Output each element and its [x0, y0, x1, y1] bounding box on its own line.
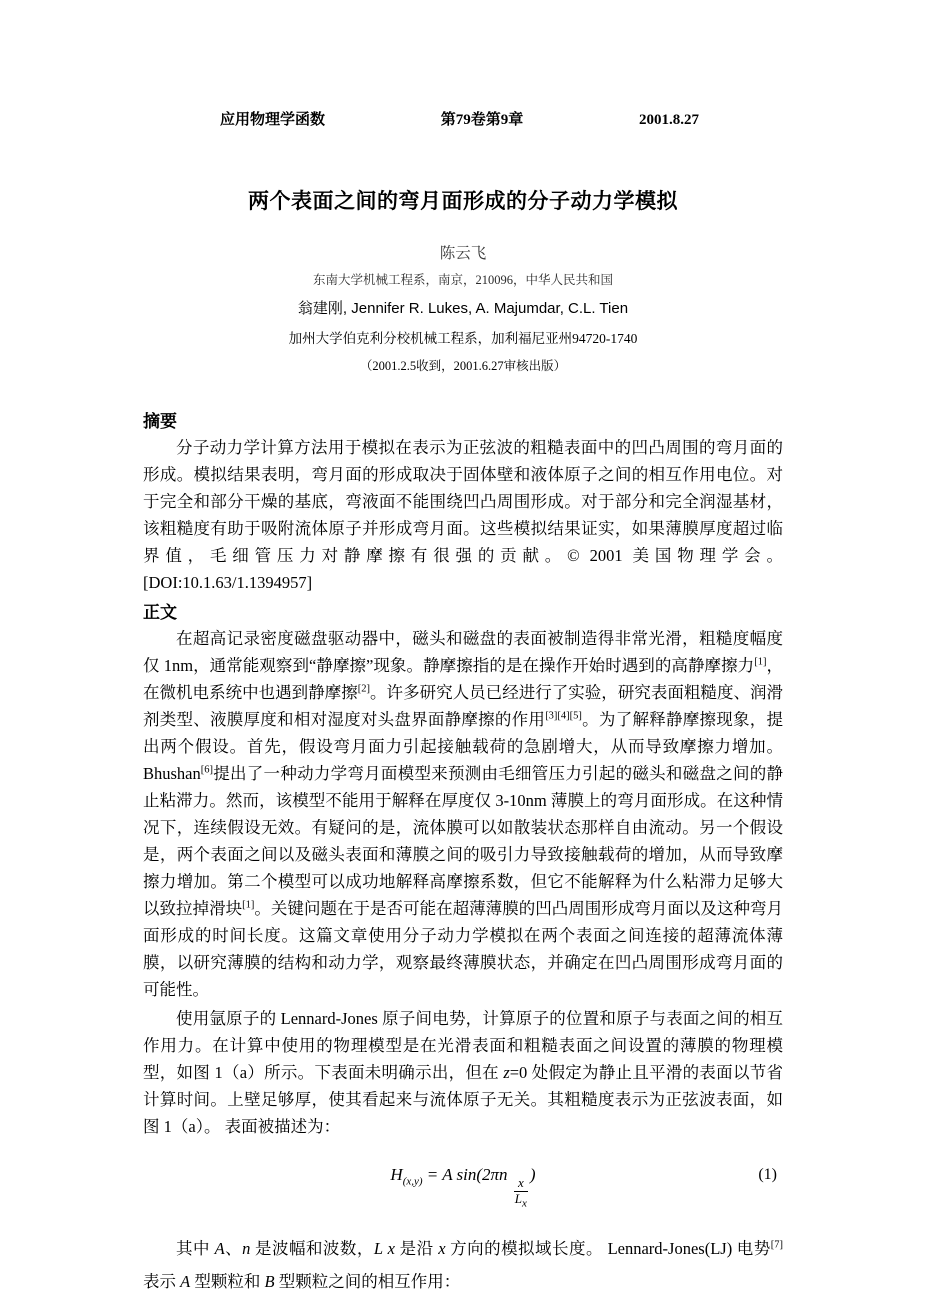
received-note: （2001.2.5收到，2001.6.27审核出版）: [359, 359, 567, 373]
equation-rhs-pre: A sin(2πn: [442, 1165, 512, 1184]
equation-1: [143, 1158, 783, 1210]
equation-math: [390, 1165, 536, 1210]
body-paragraph-2: 使用氩原子的 Lennard-Jones 原子间电势，计算原子的位置和原子与表面之间的相互作用力。在计算中使用的物理模型是在光滑表面和粗糙表面之间设置的薄膜的物理模型，如图 1（a）所示。下表面未明确示出，但在 z=0 处假定为静止且平滑的表面以节省计算时间。上壁足够厚，使其看起来与流体原子无关。其粗糙度表示为正弦波表面，如图 1（a）。 表面被描述为：: [143, 1009, 783, 1136]
equation-number: (1): [758, 1166, 777, 1183]
author-primary: 陈云飞: [439, 245, 487, 262]
header-journal: 应用物理学函数: [220, 112, 326, 128]
page-header: [143, 108, 783, 129]
equation-fraction-numerator: x: [514, 1176, 528, 1192]
paper-title: 两个表面之间的弯月面形成的分子动力学模拟: [248, 189, 678, 213]
abstract-text: 分子动力学计算方法用于模拟在表示为正弦波的粗糙表面中的凹凸周围的弯月面的形成。模拟结果表明，弯月面的形成取决于固体壁和液体原子之间的相互作用电位。对于完全和部分干燥的基底，弯液面不能围绕凹凸周围形成。对于部分和完全润湿基材，该粗糙度有助于吸附流体原子并形成弯月面。这些模拟结果证实，如果薄膜厚度超过临界值，毛细管压力对静摩擦有很强的贡献。© 2001 美国物理学会。[DOI:10.1.63/1.1394957]: [143, 438, 783, 592]
equation-relation: =: [422, 1165, 443, 1184]
equation-lhs-subscript: (x,y): [402, 1175, 423, 1188]
authors-secondary: 翁建刚, Jennifer R. Lukes, A. Majumdar, C.L. Tien: [297, 300, 629, 317]
equation-fraction: [513, 1176, 529, 1210]
equation-lhs-base: H: [390, 1165, 403, 1184]
affiliation-secondary: 加州大学伯克利分校机械工程系，加利福尼亚州94720-1740: [288, 331, 638, 346]
body-paragraph-3: 其中 A、n 是波幅和波数，L x 是沿 x 方向的模拟域长度。 Lennard-Jones(LJ) 电势[7]表示 A 型颗粒和 B 型颗粒之间的相互作用：: [143, 1239, 784, 1292]
header-date: 2001.8.27: [639, 112, 699, 128]
body-heading: 正文: [143, 603, 177, 622]
header-volume: 第79卷第9章: [440, 112, 524, 128]
body-paragraph-1: 在超高记录密度磁盘驱动器中，磁头和磁盘的表面被制造得非常光滑，粗糙度幅度仅 1nm，通常能观察到“静摩擦”现象。静摩擦指的是在操作开始时遇到的高静摩擦力[1]，在微机电系统中也遇到静摩擦[2]。许多研究人员已经进行了实验，研究表面粗糙度、润滑剂类型、液膜厚度和相对湿度对头盘界面静摩擦的作用[3][4][5]。为了解释静摩擦现象，提出两个假设。首先，假设弯月面力引起接触载荷的急剧增大，从而导致摩擦力增加。Bhushan[6]提出了一种动力学弯月面模型来预测由毛细管压力引起的磁头和磁盘之间的静止粘滞力。然而，该模型不能用于解释在厚度仅 3-10nm 薄膜上的弯月面形成。在这种情况下，连续假设无效。有疑问的是，流体膜可以如散装状态那样自由流动。另一个假设是，两个表面之间以及磁头表面和薄膜之间的吸引力导致接触载荷的增加，从而导致摩擦力增加。第二个模型可以成功地解释高摩擦系数，但它不能解释为什么粘滞力足够大以致拉掉滑块[1]。关键问题在于是否可能在超薄薄膜的凹凸周围形成弯月面以及这种弯月面形成的时间长度。这篇文章使用分子动力学模拟在两个表面之间连接的超薄流体薄膜，以研究薄膜的结构和动力学，观察最终薄膜状态，并确定在凹凸周围形成弯月面的可能性。: [143, 629, 784, 999]
abstract-heading: 摘要: [143, 412, 177, 431]
affiliation-primary: 东南大学机械工程系，南京，210096，中华人民共和国: [312, 273, 613, 287]
equation-fraction-denominator: $L_x$: [514, 1191, 527, 1210]
equation-rhs-post: ): [529, 1165, 536, 1184]
